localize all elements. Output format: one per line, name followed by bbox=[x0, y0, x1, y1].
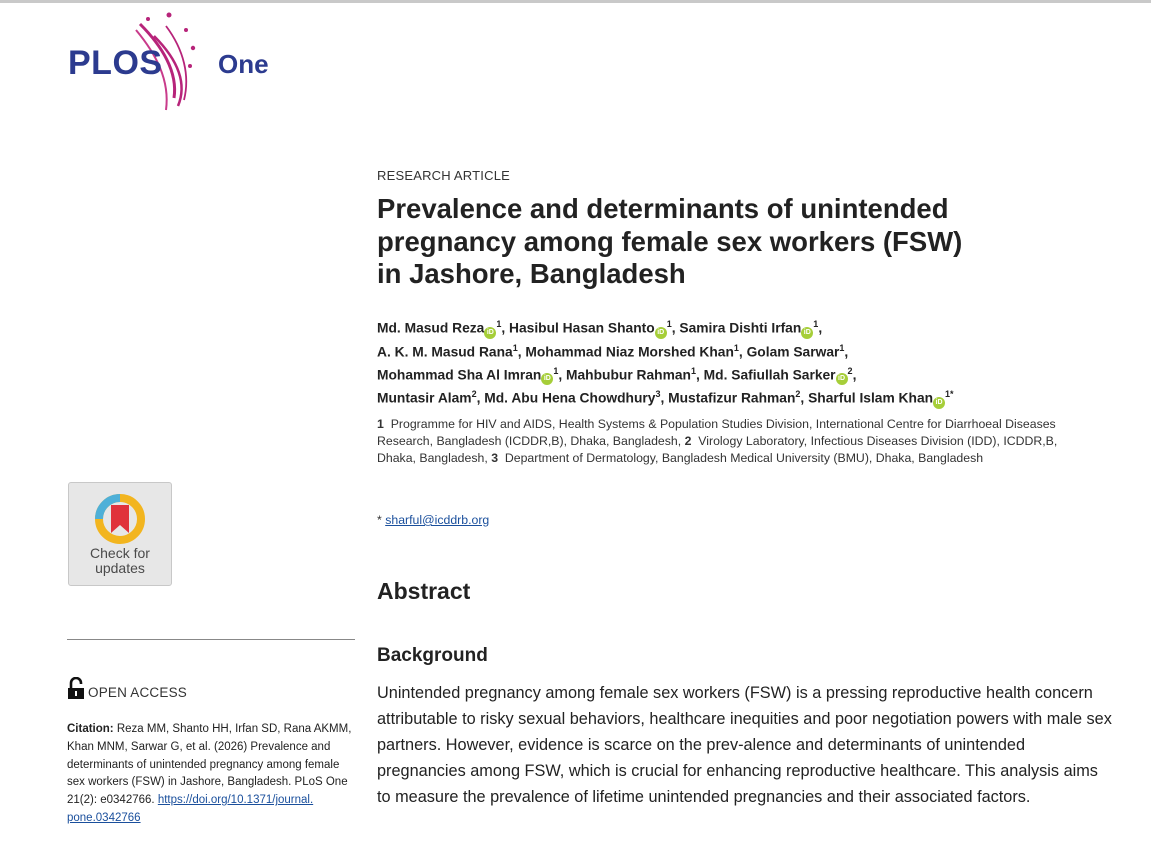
author-affiliation-marker: 1 bbox=[553, 365, 559, 376]
open-access-label: OPEN ACCESS bbox=[88, 685, 187, 700]
author-name[interactable]: Mohammad Sha Al Imran bbox=[377, 367, 542, 383]
author-separator: , bbox=[558, 367, 567, 383]
author-name[interactable]: Mahbubur Rahman bbox=[566, 367, 691, 383]
author-name[interactable]: Md. Abu Hena Chowdhury bbox=[484, 390, 656, 406]
logo-subtitle: One bbox=[218, 49, 269, 79]
background-paragraph: Unintended pregnancy among female sex workers (FSW) is a pressing reproductive health concern attributable to risky sexual behaviors, healthcare inequities and poor negotiation powers with male sex partners. However, evidence is scarce on the prev-alence and determinants of unintended pregnancies among FSW, which is crucial for enhancing reproductive healthcare. This analysis aims to measure the prevalence of lifetime unintended pregnancies and their associated factors. bbox=[377, 684, 1112, 806]
author-name[interactable]: Mohammad Niaz Morshed Khan bbox=[525, 344, 734, 360]
author-affiliation-marker: 2 bbox=[847, 365, 853, 376]
orcid-icon[interactable]: iD bbox=[541, 373, 553, 385]
author-name[interactable]: Sharful Islam Khan bbox=[808, 390, 934, 406]
logo-wordmark: PLOS bbox=[68, 44, 163, 82]
article-type: RESEARCH ARTICLE bbox=[377, 168, 510, 183]
citation-doi-link[interactable]: https://doi.org/10.1371/journal. pone.0342766 bbox=[67, 794, 314, 824]
author-separator: , bbox=[517, 344, 526, 360]
top-border bbox=[0, 0, 1151, 3]
orcid-icon[interactable]: iD bbox=[933, 397, 945, 409]
author-separator: , bbox=[476, 390, 485, 406]
citation-block bbox=[67, 721, 357, 828]
author-separator: , bbox=[501, 320, 510, 336]
check-for-updates-label: Check for updates bbox=[90, 545, 150, 576]
author-name[interactable]: Hasibul Hasan Shanto bbox=[509, 320, 655, 336]
author-affiliation-marker: 1* bbox=[945, 389, 954, 400]
author-separator: , bbox=[852, 367, 857, 383]
author-name[interactable]: Md. Safiullah Sarker bbox=[703, 367, 836, 383]
orcid-icon[interactable]: iD bbox=[836, 373, 848, 385]
author-affiliation-marker: 1 bbox=[690, 365, 696, 376]
author-separator: , bbox=[738, 344, 747, 360]
corresponding-email-link[interactable]: sharful@icddrb.org bbox=[385, 513, 490, 527]
author-affiliation-marker: 1 bbox=[496, 319, 502, 329]
author-name[interactable]: A. K. M. Masud Rana bbox=[377, 344, 513, 360]
sidebar-divider bbox=[67, 639, 355, 640]
author-affiliation-marker: 2 bbox=[471, 389, 477, 400]
author-affiliation-marker: 1 bbox=[733, 342, 739, 353]
author-affiliation-marker: 3 bbox=[655, 389, 661, 400]
citation-label: Citation: bbox=[67, 723, 114, 735]
author-separator: , bbox=[660, 390, 669, 406]
author-affiliation-marker: 1 bbox=[666, 319, 672, 329]
author-affiliation-marker: 1 bbox=[813, 319, 819, 329]
crossmark-icon bbox=[94, 493, 146, 545]
journal-logo[interactable] bbox=[66, 6, 306, 116]
author-separator: , bbox=[800, 390, 809, 406]
background-heading: Background bbox=[377, 645, 488, 666]
author-separator: , bbox=[844, 344, 849, 360]
author-separator: , bbox=[695, 367, 704, 383]
author-affiliation-marker: 1 bbox=[839, 342, 845, 353]
author-name[interactable]: Golam Sarwar bbox=[746, 344, 840, 360]
citation-text: Reza MM, Shanto HH, Irfan SD, Rana AKMM, Khan MNM, Sarwar G, et al. (2026) Prevalence and determinants of unintended pregnancy among female sex workers (FSW) in Jashore, Bangladesh. PLoS One 21(2): e0342766. bbox=[67, 723, 352, 807]
abstract-heading: Abstract bbox=[377, 578, 471, 604]
author-separator: , bbox=[818, 320, 823, 336]
orcid-icon[interactable]: iD bbox=[655, 327, 667, 339]
corresponding-author: * sharful@icddrb.org bbox=[377, 513, 490, 527]
article-title: Prevalence and determinants of unintended pregnancy among female sex workers (FSW) in Jashore, Bangladesh bbox=[377, 193, 963, 289]
author-name[interactable]: Mustafizur Rahman bbox=[668, 390, 796, 406]
author-list bbox=[377, 315, 1117, 409]
author-name[interactable]: Md. Masud Reza bbox=[377, 320, 485, 336]
author-name[interactable]: Samira Dishti Irfan bbox=[679, 320, 802, 336]
author-name[interactable]: Muntasir Alam bbox=[377, 390, 472, 406]
author-separator: , bbox=[671, 320, 680, 336]
author-affiliation-marker: 1 bbox=[512, 342, 518, 353]
affiliation-list: 1 Programme for HIV and AIDS, Health Systems & Population Studies Division, International Centre for Diarrhoeal Diseases Research, Bangladesh (ICDDR,B), Dhaka, Bangladesh, 2 Virology Laboratory, Infectious Diseases Division (IDD), ICDDR,B, Dhaka, Bangladesh, 3 Department of Dermatology, Bangladesh Medical University (BMU), Dhaka, Bangladesh bbox=[377, 417, 1058, 465]
author-affiliation-marker: 2 bbox=[795, 389, 801, 400]
orcid-icon[interactable]: iD bbox=[484, 327, 496, 339]
orcid-icon[interactable]: iD bbox=[801, 327, 813, 339]
open-lock-icon bbox=[67, 677, 85, 701]
check-for-updates-badge[interactable] bbox=[68, 482, 172, 586]
